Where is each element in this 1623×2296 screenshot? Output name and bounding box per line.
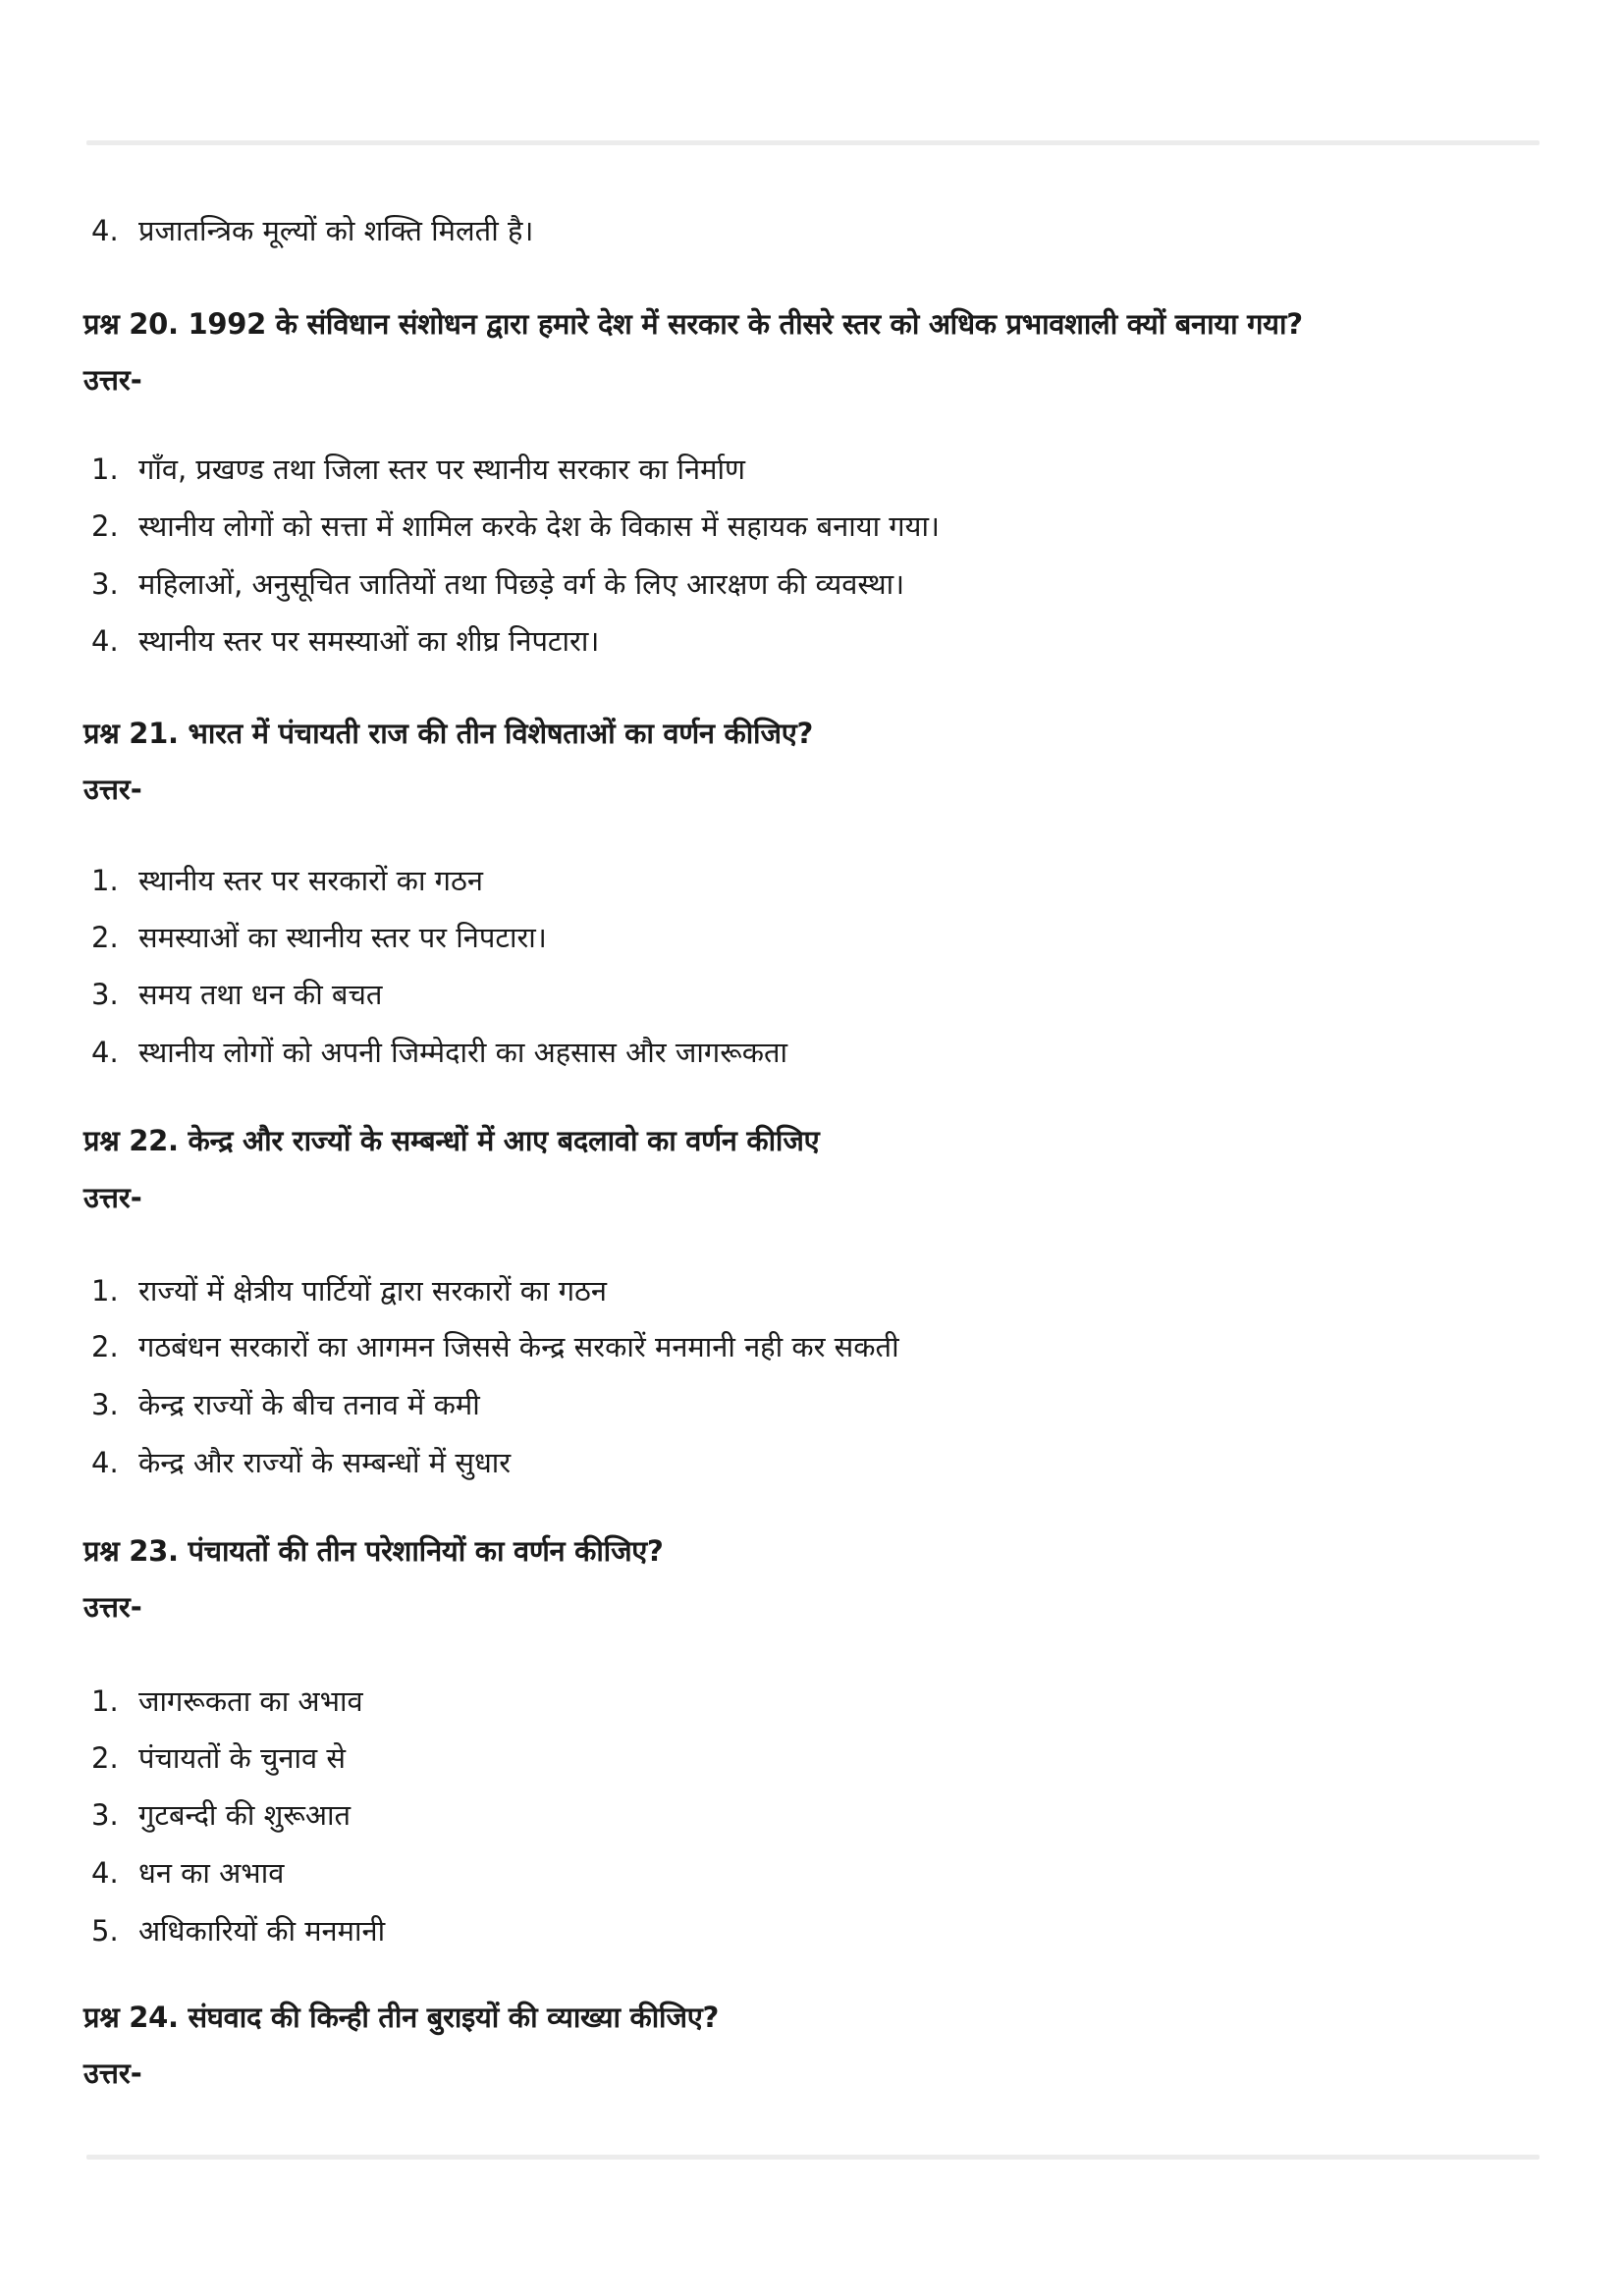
list-item-number: 4. (91, 214, 119, 247)
list-item-number: 5. (91, 1914, 119, 1948)
list-item-text: केन्द्र और राज्यों के सम्बन्धों में सुधार (138, 1446, 512, 1479)
question-23-title: प्रश्न 23. पंचायतों की तीन परेशानियों का वर्णन कीजिए? (83, 1534, 664, 1568)
list-item (91, 1385, 480, 1424)
list-item-number: 4. (91, 624, 119, 658)
list-item-number: 1. (91, 864, 119, 897)
list-item-number: 1. (91, 1274, 119, 1308)
list-item (91, 1443, 511, 1482)
list-item-text: समय तथा धन की बचत (138, 978, 383, 1011)
list-item-number: 2. (91, 1330, 119, 1363)
list-item (91, 1682, 363, 1721)
list-item-text: अधिकारियों की मनमानी (138, 1914, 386, 1948)
question-24-title: प्रश्न 24. संघवाद की किन्ही तीन बुराइयों की व्याख्या कीजिए? (83, 2001, 720, 2034)
list-item (91, 1911, 385, 1950)
list-item-number: 2. (91, 1741, 119, 1775)
list-item-text: धन का अभाव (138, 1856, 285, 1890)
list-item (91, 1853, 284, 1893)
list-item (91, 1327, 899, 1366)
list-item-number: 3. (91, 567, 119, 601)
list-item-text: केन्द्र राज्यों के बीच तनाव में कमी (138, 1388, 480, 1421)
list-item (91, 1738, 346, 1778)
question-20-title: प्रश्न 20. 1992 के संविधान संशोधन द्वारा हमारे देश में सरकार के तीसरे स्तर को अधिक प्रभावशाली क्यों बनाया गया? (83, 307, 1303, 341)
list-item (91, 861, 483, 900)
list-item-text: महिलाओं, अनुसूचित जातियों तथा पिछड़े वर्ग के लिए आरक्षण की व्यवस्था। (138, 567, 905, 601)
list-item-text: गुटबन्दी की शुरूआत (138, 1798, 352, 1832)
list-item-text: गठबंधन सरकारों का आगमन जिससे केन्द्र सरकारें मनमानी नही कर सकती (138, 1330, 899, 1363)
list-item (91, 211, 533, 250)
question-21-title: प्रश्न 21. भारत में पंचायती राज की तीन विशेषताओं का वर्णन कीजिए? (83, 717, 813, 750)
answer-label: उत्तर- (83, 773, 142, 806)
list-item (91, 918, 547, 957)
list-item (91, 507, 940, 546)
list-item-text: प्रजातन्त्रिक मूल्यों को शक्ति मिलती है। (138, 214, 534, 247)
list-item-number: 4. (91, 1036, 119, 1069)
list-item (91, 1271, 607, 1310)
list-item-number: 1. (91, 453, 119, 486)
list-item-text: स्थानीय स्तर पर सरकारों का गठन (138, 864, 483, 897)
list-item (91, 564, 904, 604)
answer-label: उत्तर- (83, 1590, 142, 1624)
list-item-text: स्थानीय स्तर पर समस्याओं का शीघ्र निपटारा। (138, 624, 600, 658)
top-divider (86, 140, 1540, 145)
list-item-text: स्थानीय लोगों को सत्ता में शामिल करके देश के विकास में सहायक बनाया गया। (138, 509, 940, 543)
list-item-number: 3. (91, 978, 119, 1011)
list-item (91, 1795, 351, 1835)
list-item (91, 975, 382, 1014)
answer-label: उत्तर- (83, 1181, 142, 1214)
list-item-number: 4. (91, 1446, 119, 1479)
answer-label: उत्तर- (83, 2056, 142, 2090)
list-item-text: समस्याओं का स्थानीय स्तर पर निपटारा। (138, 921, 547, 954)
bottom-divider (86, 2155, 1540, 2160)
list-item-number: 3. (91, 1388, 119, 1421)
list-item-number: 3. (91, 1798, 119, 1832)
list-item-number: 4. (91, 1856, 119, 1890)
list-item-number: 2. (91, 921, 119, 954)
list-item-number: 1. (91, 1684, 119, 1718)
list-item-text: गाँव, प्रखण्ड तथा जिला स्तर पर स्थानीय सरकार का निर्माण (138, 453, 745, 486)
list-item (91, 621, 599, 661)
list-item (91, 1033, 787, 1072)
list-item (91, 450, 745, 489)
list-item-text: जागरूकता का अभाव (138, 1684, 363, 1718)
list-item-text: स्थानीय लोगों को अपनी जिम्मेदारी का अहसास और जागरूकता (138, 1036, 788, 1069)
list-item-number: 2. (91, 509, 119, 543)
answer-label: उत्तर- (83, 363, 142, 397)
question-22-title: प्रश्न 22. केन्द्र और राज्यों के सम्बन्धों में आए बदलावो का वर्णन कीजिए (83, 1124, 820, 1157)
list-item-text: राज्यों में क्षेत्रीय पार्टियों द्वारा सरकारों का गठन (138, 1274, 607, 1308)
list-item-text: पंचायतों के चुनाव से (138, 1741, 346, 1775)
